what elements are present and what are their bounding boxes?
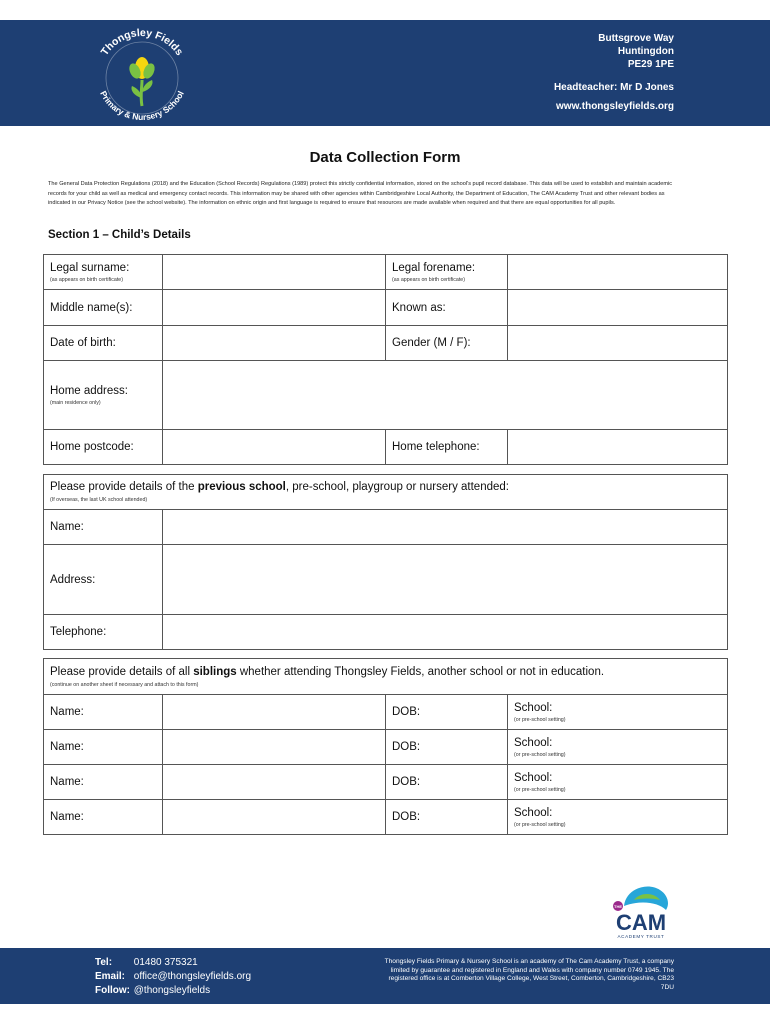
- sibling-row: [44, 765, 728, 800]
- sibling-name-field[interactable]: [163, 695, 386, 730]
- sibling-school-label[interactable]: School: (or pre-school setting): [508, 800, 728, 835]
- home-telephone-label: Home telephone:: [386, 430, 508, 465]
- email-label: Email:: [95, 971, 126, 982]
- middle-names-label: Middle name(s):: [44, 290, 163, 326]
- known-as-label: Known as:: [386, 290, 508, 326]
- sibling-name-label: Name:: [44, 765, 163, 800]
- sibling-row: [44, 730, 728, 765]
- legal-forename-label: Legal forename: (as appears on birth certificate): [386, 255, 508, 290]
- cam-badge-text: THE: [614, 904, 622, 909]
- sibling-dob-label[interactable]: DOB:: [386, 800, 508, 835]
- address-line-1: Buttsgrove Way: [598, 33, 674, 44]
- footer-legal: Thongsley Fields Primary & Nursery School is an academy of The Cam Academy Trust, a company limited by guarantee and registered in England and Wales with company number 0749 1945. The registered office is at Comberton Village College, West Street, Comberton, Cambridgeshire, CB23 7DU: [384, 958, 674, 991]
- legal-surname-field[interactable]: [163, 255, 386, 290]
- previous-school-table: [43, 474, 728, 650]
- sibling-name-label: Name:: [44, 730, 163, 765]
- siblings-heading: Please provide details of all siblings whether attending Thongsley Fields, another school or not in education. (continue on another sheet if necessary and attach to this form): [44, 659, 728, 695]
- childs-details-table: [43, 254, 728, 465]
- logo-text-top: Thongsley Fields: [98, 26, 186, 58]
- tel-value[interactable]: 01480 375321: [133, 957, 198, 968]
- follow-value[interactable]: @thongsleyfields: [133, 985, 211, 996]
- sibling-name-label: Name:: [44, 800, 163, 835]
- gdpr-intro: The General Data Protection Regulations (2018) and the Education (School Records) Regulations (1989) protect this strictly confidential information, stored on the school's pupil record database. This data will be used to establish and maintain academic records for your child as well as medical and emergency contact records. This information may be shared with other agencies within Cambridgeshire Local Authority, the Department of Education, The CAM Academy Trust and other relevant bodies as indicated in our Privacy Notice (see the school website). The information on ethnic origin and first language is required to ensure that resources are made available when required and that there are equal opportunities for all pupils.: [48, 181, 673, 206]
- headteacher: Headteacher: Mr D Jones: [553, 82, 674, 93]
- previous-school-address-label: Address:: [44, 545, 163, 615]
- sibling-dob-label[interactable]: DOB:: [386, 730, 508, 765]
- sibling-row: [44, 800, 728, 835]
- address-line-2: Huntingdon: [617, 46, 674, 57]
- page-title: Data Collection Form: [309, 149, 461, 166]
- school-contact: [554, 32, 674, 113]
- previous-school-heading: Please provide details of the previous school, pre-school, playgroup or nursery attended: (If overseas, the last UK school attended): [44, 475, 728, 510]
- sibling-school-label[interactable]: School: (or pre-school setting): [508, 695, 728, 730]
- dob-label: Date of birth:: [44, 326, 163, 361]
- email-value[interactable]: office@thongsleyfields.org: [133, 971, 252, 982]
- previous-school-name-field[interactable]: [163, 510, 728, 545]
- sibling-dob-label[interactable]: DOB:: [386, 695, 508, 730]
- gender-field[interactable]: [508, 326, 728, 361]
- footer-contact: [95, 956, 251, 998]
- section-1-title: Section 1 – Child’s Details: [48, 229, 191, 241]
- header-banner: [0, 20, 770, 126]
- home-postcode-field[interactable]: [163, 430, 386, 465]
- sibling-dob-label[interactable]: DOB:: [386, 765, 508, 800]
- home-telephone-field[interactable]: [508, 430, 728, 465]
- known-as-field[interactable]: [508, 290, 728, 326]
- home-postcode-label: Home postcode:: [44, 430, 163, 465]
- sibling-name-field[interactable]: [163, 765, 386, 800]
- sibling-school-label[interactable]: School: (or pre-school setting): [508, 730, 728, 765]
- tel-label: Tel:: [95, 957, 113, 968]
- siblings-table: [43, 658, 728, 835]
- previous-school-address-field[interactable]: [163, 545, 728, 615]
- dob-field[interactable]: [163, 326, 386, 361]
- address-line-3: PE29 1PE: [627, 59, 674, 70]
- home-address-field[interactable]: [163, 361, 728, 430]
- sibling-row: [44, 695, 728, 730]
- previous-school-telephone-field[interactable]: [163, 615, 728, 650]
- previous-school-name-label: Name:: [44, 510, 163, 545]
- middle-names-field[interactable]: [163, 290, 386, 326]
- home-address-label: Home address: (main residence only): [44, 361, 163, 430]
- previous-school-telephone-label: Telephone:: [44, 615, 163, 650]
- sibling-name-field[interactable]: [163, 800, 386, 835]
- cam-academy-trust-logo: [604, 880, 676, 940]
- sibling-name-label: Name:: [44, 695, 163, 730]
- footer-banner: [0, 948, 770, 1004]
- cam-word: CAM: [615, 910, 667, 935]
- website: www.thongsleyfields.org: [556, 101, 674, 112]
- cam-subtitle: ACADEMY TRUST: [617, 934, 665, 939]
- school-logo: [82, 22, 202, 126]
- legal-forename-field[interactable]: [508, 255, 728, 290]
- sibling-name-field[interactable]: [163, 730, 386, 765]
- gender-label: Gender (M / F):: [386, 326, 508, 361]
- sibling-school-label[interactable]: School: (or pre-school setting): [508, 765, 728, 800]
- follow-label: Follow:: [95, 985, 130, 996]
- legal-surname-label: Legal surname: (as appears on birth certificate): [44, 255, 163, 290]
- logo-text-bottom: Primary & Nursery School: [98, 89, 186, 123]
